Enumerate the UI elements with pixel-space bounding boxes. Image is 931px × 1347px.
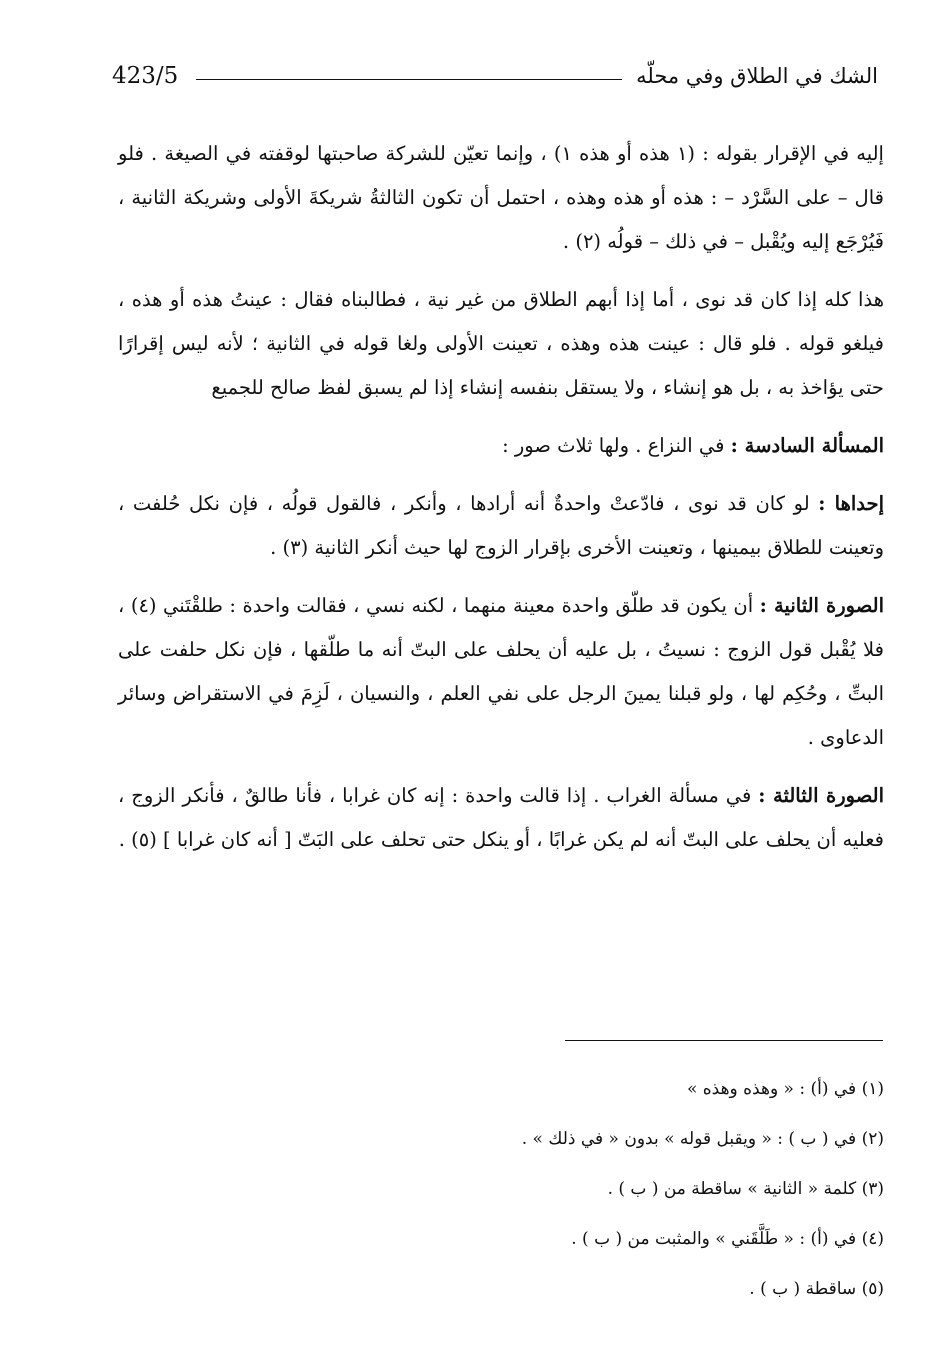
- paragraph-text: أن يكون قد طلّق واحدة معينة منهما ، لكنه نسي ، فقالت واحدة : طلقْتَني (٤) ، فلا يُقْبل قول الزوج : نسيتُ ، بل عليه أن يحلف على البتّ أنه ما طلّقها ، فإن نكل حلفت على البتِّ ، وحُكِم لها ، ولو قبلنا يمينَ الرجل على نفي العلم ، والنسيان ، لَزِمَ في الاستقراض وسائر الدعاوى .: [118, 594, 884, 749]
- case-heading: الصورة الثالثة :: [758, 784, 885, 807]
- paragraph-text: في النزاع . ولها ثلاث صور :: [502, 434, 725, 457]
- paragraph: [118, 424, 884, 468]
- paragraph-text: إليه في الإقرار بقوله : (١ هذه أو هذه ١) ، وإنما تعيّن للشركة صاحبتها لوقفته في الصيغة . فلو قال – على السَّرْد – : هذه أو هذه وهذه ، احتمل أن تكون الثالثةُ شريكةَ الأولى وشريكة الثانية ، فَيُرْجَع إليه ويُقْبل – في ذلك – قولُه (٢) .: [118, 142, 884, 253]
- paragraph: [118, 584, 884, 760]
- footnote: (٥) ساقطة ( ب ) .: [749, 1279, 884, 1299]
- footnote: (٣) كلمة « الثانية » ساقطة من ( ب ) .: [607, 1179, 884, 1199]
- footnote: (١) في (أ) : « وهذه وهذه »: [686, 1079, 884, 1099]
- paragraph-text: لو كان قد نوى ، فادّعتْ واحدةٌ أنه أرادها ، وأنكر ، فالقول قولُه ، فإن نكل حُلفت ، وتعينت للطلاق بيمينها ، وتعينت الأخرى بإقرار الزوج لها حيث أنكر الثانية (٣) .: [118, 492, 884, 559]
- page-number: 423/5: [112, 63, 179, 89]
- footnote-separator: [565, 1040, 883, 1041]
- case-heading: الصورة الثانية :: [759, 594, 885, 617]
- paragraph: [118, 774, 884, 862]
- footnote: (٢) في ( ب ) : « ويقبل قوله » بدون « في ذلك » .: [521, 1129, 884, 1149]
- footnote: (٤) في (أ) : « طَلَّقَني » والمثبت من ( ب ) .: [571, 1229, 884, 1249]
- paragraph-text: هذا كله إذا كان قد نوى ، أما إذا أبهم الطلاق من غير نية ، فطالبناه فقال : عينتُ هذه أو هذه ، فيلغو قوله . فلو قال : عينت هذه وهذه ، تعينت الأولى ولغا قوله في الثانية ؛ لأنه ليس إقرارًا حتى يؤاخذ به ، بل هو إنشاء ، ولا يستقل بنفسه إنشاء إذا لم يسبق لفظ صالح للجميع: [118, 288, 884, 399]
- paragraph: [118, 278, 884, 410]
- paragraph-text: في مسألة الغراب . إذا قالت واحدة : إنه كان غرابا ، فأنا طالقٌ ، فأنكر الزوج ، فعليه أن يحلف على البتّ أنه لم يكن غرابًا ، أو ينكل حتى تحلف على البَتّ [ أنه كان غرابا ] (٥) .: [118, 784, 884, 851]
- header-rule: [196, 79, 622, 80]
- paragraph: [118, 132, 884, 264]
- footnotes: [118, 1064, 884, 1314]
- running-header: [112, 56, 878, 96]
- case-heading: إحداها :: [818, 492, 885, 515]
- running-header-title: الشك في الطلاق وفي محلّه: [636, 64, 878, 88]
- paragraph: [118, 482, 884, 570]
- section-heading: المسألة السادسة :: [730, 434, 884, 457]
- body-text: [118, 132, 884, 876]
